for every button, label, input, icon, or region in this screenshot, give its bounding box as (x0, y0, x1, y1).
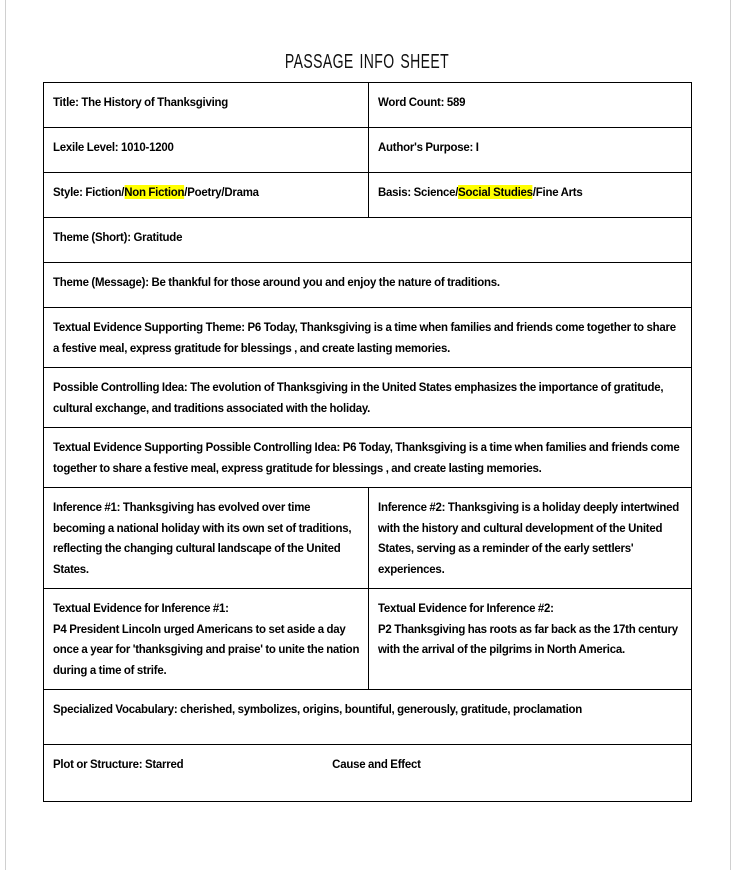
evidence-controlling-idea-text: Textual Evidence Supporting Possible Controlling Idea: P6 Today, Thanksgiving is a time when families and friends come together to share a festive meal, express gratitude for blessings , and create lasting memories. (53, 440, 680, 475)
page-title: passage info sheet (284, 43, 450, 75)
table-row (44, 218, 692, 263)
basis-selected-highlight[interactable]: Social Studies (458, 185, 533, 199)
table-row (44, 428, 692, 488)
page-edge-right (730, 0, 731, 870)
cell-specialized-vocabulary[interactable] (44, 690, 692, 745)
cell-evidence-controlling-idea[interactable] (44, 428, 692, 488)
page-edge-left (5, 0, 6, 870)
authors-purpose-text: Author's Purpose: I (378, 140, 479, 154)
cell-inference-1[interactable] (44, 488, 369, 589)
style-selected-highlight[interactable]: Non Fiction (124, 185, 185, 199)
table-row (44, 488, 692, 589)
cell-word-count[interactable] (369, 83, 692, 128)
evidence-inference-2-label: Textual Evidence for Inference #2: (378, 601, 554, 615)
theme-message-text: Theme (Message): Be thankful for those around you and enjoy the nature of traditions. (53, 275, 500, 289)
word-count-text: Word Count: 589 (378, 95, 466, 109)
table-row (44, 368, 692, 428)
evidence-theme-text: Textual Evidence Supporting Theme: P6 Today, Thanksgiving is a time when families and friends come together to share a festive meal, express gratitude for blessings , and create lasting memories. (53, 320, 676, 355)
table-row (44, 83, 692, 128)
cell-inference-2[interactable] (369, 488, 692, 589)
plot-structure-text (53, 754, 683, 775)
table-row (44, 690, 692, 745)
cell-basis[interactable] (369, 173, 692, 218)
evidence-inference-1-text: P4 President Lincoln urged Americans to set aside a day once a year for 'thanksgiving and praise' to unite the nation during a time of strife. (53, 621, 360, 677)
basis-text (378, 182, 683, 203)
cell-evidence-inference-1[interactable] (44, 589, 369, 690)
table-row (44, 263, 692, 308)
passage-info-table (43, 82, 692, 802)
cell-evidence-theme[interactable] (44, 308, 692, 368)
cell-theme-short[interactable] (44, 218, 692, 263)
evidence-inference-2-text: P2 Thanksgiving has roots as far back as the 17th century with the arrival of the pilgrims in North America. (378, 621, 678, 656)
table-row (44, 128, 692, 173)
table-row (44, 173, 692, 218)
inference-1-text: Inference #1: Thanksgiving has evolved over time becoming a national holiday with its own set of traditions, reflecting the changing cultural landscape of the United States. (53, 500, 352, 576)
table-row (44, 308, 692, 368)
table-row (44, 745, 692, 802)
cell-authors-purpose[interactable] (369, 128, 692, 173)
lexile-level-text: Lexile Level: 1010-1200 (53, 140, 174, 154)
plot-structure-secondary: Cause and Effect (332, 757, 421, 771)
cell-controlling-idea[interactable] (44, 368, 692, 428)
basis-suffix: /Fine Arts (532, 185, 583, 199)
controlling-idea-text: Possible Controlling Idea: The evolution of Thanksgiving in the United States emphasizes the importance of gratitude, cultural exchange, and traditions associated with the holiday. (53, 380, 664, 415)
cell-theme-message[interactable] (44, 263, 692, 308)
style-text (53, 182, 360, 203)
plot-structure-primary: Plot or Structure: Starred (53, 757, 184, 771)
cell-plot-structure[interactable] (44, 745, 692, 802)
evidence-inference-1-label: Textual Evidence for Inference #1: (53, 601, 229, 615)
basis-prefix: Basis: Science/ (378, 185, 459, 199)
theme-short-text: Theme (Short): Gratitude (53, 230, 183, 244)
cell-style[interactable] (44, 173, 369, 218)
inference-2-text: Inference #2: Thanksgiving is a holiday deeply intertwined with the history and cultural development of the United States, serving as a reminder of the early settlers' experiences. (378, 500, 680, 576)
style-prefix: Style: Fiction/ (53, 185, 125, 199)
cell-title[interactable] (44, 83, 369, 128)
specialized-vocabulary-text: Specialized Vocabulary: cherished, symbolizes, origins, bountiful, generously, gratitude, proclamation (53, 702, 583, 716)
title-field-text: Title: The History of Thanksgiving (53, 95, 229, 109)
cell-lexile-level[interactable] (44, 128, 369, 173)
style-suffix: /Poetry/Drama (184, 185, 259, 199)
table-row (44, 589, 692, 690)
passage-info-sheet (43, 0, 691, 802)
cell-evidence-inference-2[interactable] (369, 589, 692, 690)
